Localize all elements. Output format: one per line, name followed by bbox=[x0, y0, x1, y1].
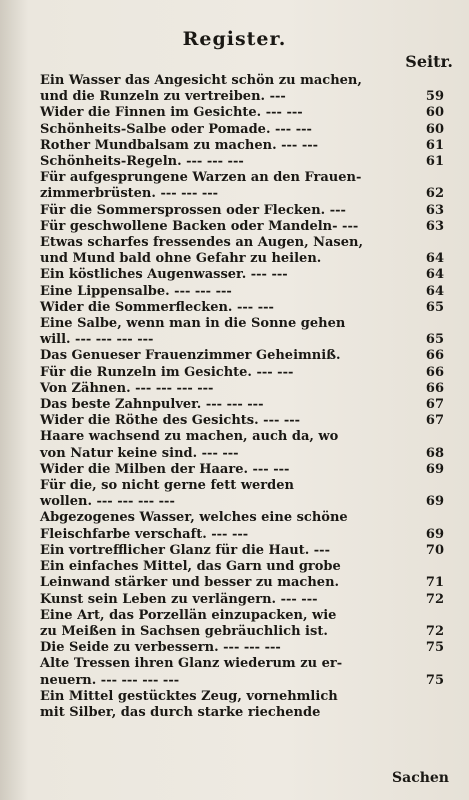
register-entry bbox=[40, 543, 444, 559]
entry-page-number: 63 bbox=[425, 202, 444, 218]
entry-text: Die Seide zu verbessern. --- --- --- bbox=[40, 640, 281, 656]
entry-page-number: 72 bbox=[425, 591, 444, 607]
register-entry bbox=[40, 154, 444, 170]
register-entry bbox=[40, 316, 444, 348]
entry-page-number: 61 bbox=[425, 137, 444, 153]
entry-text: Von Zähnen. --- --- --- --- bbox=[40, 380, 214, 396]
page-column-label: Seitr. bbox=[405, 52, 453, 71]
entry-page-number: 71 bbox=[425, 575, 444, 591]
register-entry bbox=[40, 300, 444, 316]
register-entry bbox=[40, 381, 444, 397]
entry-text: Ein einfaches Mittel, das Garn und grobe Leinwand stärker und besser zu machen. bbox=[40, 559, 341, 591]
entry-text: Wider die Milben der Haare. --- --- bbox=[40, 461, 290, 477]
register-entry bbox=[40, 170, 444, 202]
entry-page-number: 75 bbox=[425, 640, 444, 656]
register-entry bbox=[40, 689, 444, 721]
register-entry bbox=[40, 348, 444, 364]
register-entry bbox=[40, 203, 444, 219]
register-entry bbox=[40, 656, 444, 688]
entry-page-number: 70 bbox=[425, 542, 444, 558]
entry-text: Haare wachsend zu machen, auch da, wo von Natur keine sind. --- --- bbox=[40, 429, 339, 461]
register-entry bbox=[40, 640, 444, 656]
register-entry bbox=[40, 413, 444, 429]
entry-page-number: 65 bbox=[425, 299, 444, 315]
entry-page-number: 64 bbox=[425, 251, 444, 267]
entry-page-number: 69 bbox=[425, 494, 444, 510]
entry-page-number: 66 bbox=[425, 380, 444, 396]
entry-text: Wider die Röthe des Gesichts. --- --- bbox=[40, 413, 301, 429]
register-entry bbox=[40, 105, 444, 121]
register-entry bbox=[40, 235, 444, 267]
entry-page-number: 75 bbox=[425, 672, 444, 688]
entry-text: Für geschwollene Backen oder Mandeln- --- bbox=[40, 218, 359, 234]
register-entry bbox=[40, 478, 444, 510]
entry-page-number: 65 bbox=[425, 332, 444, 348]
register-entry bbox=[40, 284, 444, 300]
register-entry bbox=[40, 397, 444, 413]
entry-text: Eine Lippensalbe. --- --- --- bbox=[40, 283, 232, 299]
entry-text: Ein Wasser das Angesicht schön zu machen, und die Runzeln zu vertreiben. --- bbox=[40, 73, 362, 105]
register-entry bbox=[40, 462, 444, 478]
entry-text: Für die, so nicht gerne fett werden wollen. --- --- --- --- bbox=[40, 478, 294, 510]
register-entry bbox=[40, 73, 444, 105]
register-entry bbox=[40, 365, 444, 381]
entry-text: Ein vortrefflicher Glanz für die Haut. --- bbox=[40, 542, 330, 558]
entry-text: Ein Mittel gestücktes Zeug, vornehmlich mit Silber, das durch starke riechende bbox=[40, 688, 338, 720]
catchword: Sachen bbox=[392, 770, 449, 786]
entry-page-number: 68 bbox=[425, 445, 444, 461]
register-entry bbox=[40, 510, 444, 542]
entry-text: Für aufgesprungene Warzen an den Frauen- zimmerbrüsten. --- --- --- bbox=[40, 170, 362, 202]
register-entry bbox=[40, 429, 444, 461]
register-entry bbox=[40, 559, 444, 591]
entry-text: Schönheits-Salbe oder Pomade. --- --- bbox=[40, 121, 312, 137]
entry-page-number: 62 bbox=[425, 186, 444, 202]
register-entry bbox=[40, 592, 444, 608]
register-list bbox=[40, 73, 444, 721]
register-entry bbox=[40, 122, 444, 138]
entry-page-number: 59 bbox=[425, 89, 444, 105]
register-entry bbox=[40, 138, 444, 154]
page-title: Register. bbox=[182, 28, 287, 50]
entry-text: Das Genueser Frauenzimmer Geheimniß. bbox=[40, 348, 341, 364]
entry-page-number: 64 bbox=[425, 283, 444, 299]
register-entry bbox=[40, 267, 444, 283]
entry-text: Kunst sein Leben zu verlängern. --- --- bbox=[40, 591, 318, 607]
entry-text: Eine Art, das Porzellän einzupacken, wie zu Meißen in Sachsen gebräuchlich ist. bbox=[40, 607, 337, 639]
entry-page-number: 60 bbox=[425, 121, 444, 137]
entry-page-number: 72 bbox=[425, 623, 444, 639]
entry-page-number: 69 bbox=[425, 461, 444, 477]
entry-text: Für die Runzeln im Gesichte. --- --- bbox=[40, 364, 294, 380]
entry-page-number: 67 bbox=[425, 413, 444, 429]
entry-text: Abgezogenes Wasser, welches eine schöne Fleischfarbe verschaft. --- --- bbox=[40, 510, 348, 542]
entry-page-number: 69 bbox=[425, 526, 444, 542]
register-entry bbox=[40, 608, 444, 640]
entry-text: Ein köstliches Augenwasser. --- --- bbox=[40, 267, 288, 283]
entry-text: Wider die Finnen im Gesichte. --- --- bbox=[40, 105, 303, 121]
entry-page-number: 60 bbox=[425, 105, 444, 121]
entry-text: Alte Tressen ihren Glanz wiederum zu er- neuern. --- --- --- --- bbox=[40, 656, 343, 688]
entry-text: Rother Mundbalsam zu machen. --- --- bbox=[40, 137, 319, 153]
entry-text: Wider die Sommerflecken. --- --- bbox=[40, 299, 274, 315]
entry-text: Für die Sommersprossen oder Flecken. --- bbox=[40, 202, 346, 218]
entry-text: Schönheits-Regeln. --- --- --- bbox=[40, 154, 244, 170]
entry-text: Etwas scharfes fressendes an Augen, Nasen, und Mund bald ohne Gefahr zu heilen. bbox=[40, 235, 363, 267]
entry-page-number: 64 bbox=[425, 267, 444, 283]
entry-page-number: 66 bbox=[425, 348, 444, 364]
entry-page-number: 66 bbox=[425, 364, 444, 380]
entry-text: Das beste Zahnpulver. --- --- --- bbox=[40, 397, 264, 413]
entry-page-number: 63 bbox=[425, 218, 444, 234]
entry-page-number: 67 bbox=[425, 397, 444, 413]
entry-page-number: 61 bbox=[425, 154, 444, 170]
register-entry bbox=[40, 219, 444, 235]
entry-text: Eine Salbe, wenn man in die Sonne gehen will. --- --- --- --- bbox=[40, 316, 346, 348]
